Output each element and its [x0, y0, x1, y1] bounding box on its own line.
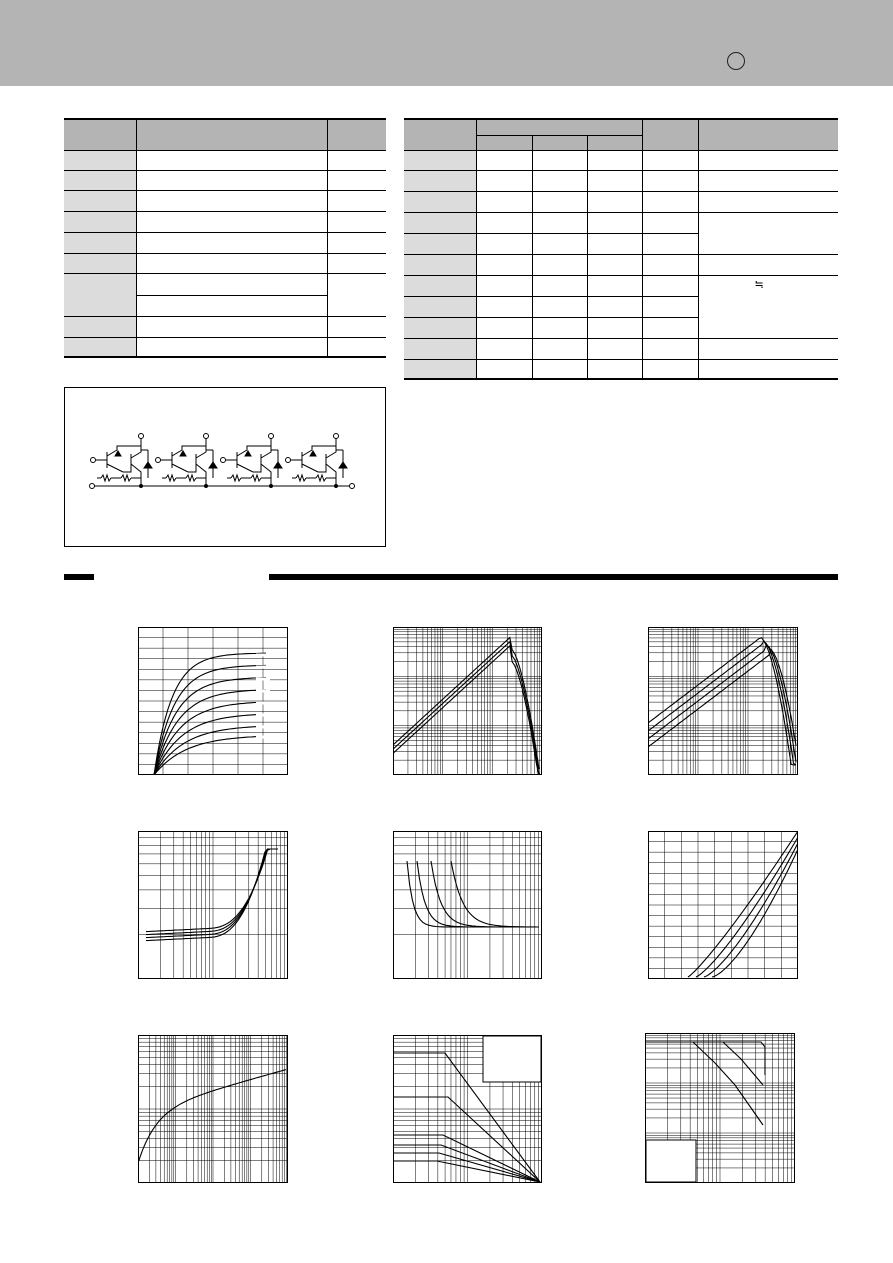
junction-dot — [140, 485, 143, 488]
collector-terminal — [334, 434, 339, 439]
output-base — [188, 454, 196, 472]
output-base — [253, 454, 261, 472]
table-row — [404, 254, 838, 275]
absolute-ratings-table — [64, 118, 386, 358]
table-row — [64, 273, 386, 295]
graph-2 — [393, 627, 542, 775]
table-row — [404, 275, 838, 296]
emitter-line — [172, 464, 188, 472]
characteristics-table — [404, 118, 838, 380]
inset-box — [646, 1140, 696, 1182]
collector-line — [302, 438, 336, 456]
table-row — [404, 359, 838, 379]
table-header-row — [64, 119, 386, 150]
junction-dot — [335, 485, 338, 488]
graph-3 — [648, 627, 798, 775]
zener-symbol — [180, 451, 186, 456]
resistor-2 — [121, 475, 131, 481]
driver-base — [226, 452, 237, 468]
approx-equal-symbol: ≒ — [754, 278, 764, 291]
collector-line — [107, 438, 141, 456]
section-heading-bar-right — [269, 574, 838, 580]
emitter-line — [302, 464, 318, 472]
table-row — [64, 211, 386, 232]
equivalent-circuit-diagram — [65, 388, 385, 546]
graph-9 — [645, 1033, 795, 1183]
graph-4 — [138, 831, 288, 979]
transistor-cell — [91, 434, 153, 488]
driver-base — [161, 452, 172, 468]
collector-line — [172, 438, 206, 456]
base-terminal — [156, 458, 161, 463]
table-row — [64, 170, 386, 190]
base-terminal — [91, 458, 96, 463]
output-base — [123, 454, 131, 472]
equivalent-circuit-box — [64, 387, 386, 547]
diode-symbol — [144, 462, 152, 468]
diode-symbol — [274, 462, 282, 468]
driver-base — [96, 452, 107, 468]
resistor-2 — [316, 475, 326, 481]
table-header-row — [404, 119, 838, 135]
graph-7 — [138, 1035, 288, 1183]
output-collector — [261, 446, 271, 458]
resistor-2 — [251, 475, 261, 481]
diode-symbol — [339, 462, 347, 468]
plot-frame — [649, 628, 798, 775]
graph-8 — [393, 1035, 542, 1183]
header-band — [0, 0, 893, 86]
output-collector — [326, 446, 336, 458]
driver-base — [291, 452, 302, 468]
output-emitter — [326, 464, 336, 486]
base-terminal — [286, 458, 291, 463]
transistor-cell — [221, 434, 283, 488]
emitter-line — [237, 464, 253, 472]
resistor-1 — [231, 475, 241, 481]
base-terminal — [221, 458, 226, 463]
resistor-1 — [296, 475, 306, 481]
emitter-line — [107, 464, 123, 472]
resistor-1 — [101, 475, 111, 481]
bus-terminal — [90, 484, 95, 489]
output-collector — [131, 446, 141, 458]
table-row — [64, 190, 386, 211]
zener-symbol — [310, 451, 316, 456]
diode-symbol — [209, 462, 217, 468]
junction-dot — [205, 485, 208, 488]
graph-5 — [393, 831, 542, 979]
table-row — [64, 337, 386, 357]
zener-symbol — [115, 451, 121, 456]
resistor-2 — [186, 475, 196, 481]
table-row — [404, 191, 838, 212]
table-row — [64, 150, 386, 170]
output-collector — [196, 446, 206, 458]
table-row — [404, 150, 838, 170]
table-row — [64, 253, 386, 273]
output-base — [318, 454, 326, 472]
transistor-cell — [286, 434, 348, 488]
table-row — [404, 170, 838, 191]
zener-symbol — [245, 451, 251, 456]
table-row — [64, 316, 386, 337]
section-heading-bar-left — [64, 574, 94, 580]
collector-terminal — [139, 434, 144, 439]
collector-line — [237, 438, 271, 456]
header-circle-mark — [727, 52, 745, 70]
table-row — [404, 212, 838, 233]
output-emitter — [196, 464, 206, 486]
bus-terminal — [350, 484, 355, 489]
resistor-1 — [166, 475, 176, 481]
output-emitter — [131, 464, 141, 486]
plot-frame — [394, 628, 542, 775]
output-emitter — [261, 464, 271, 486]
graph-1 — [138, 627, 288, 775]
legend-box — [483, 1036, 541, 1082]
table-row — [404, 338, 838, 359]
table-row — [64, 232, 386, 253]
collector-terminal — [204, 434, 209, 439]
junction-dot — [270, 485, 273, 488]
collector-terminal — [269, 434, 274, 439]
graph-6 — [648, 831, 798, 979]
transistor-cell — [156, 434, 218, 488]
